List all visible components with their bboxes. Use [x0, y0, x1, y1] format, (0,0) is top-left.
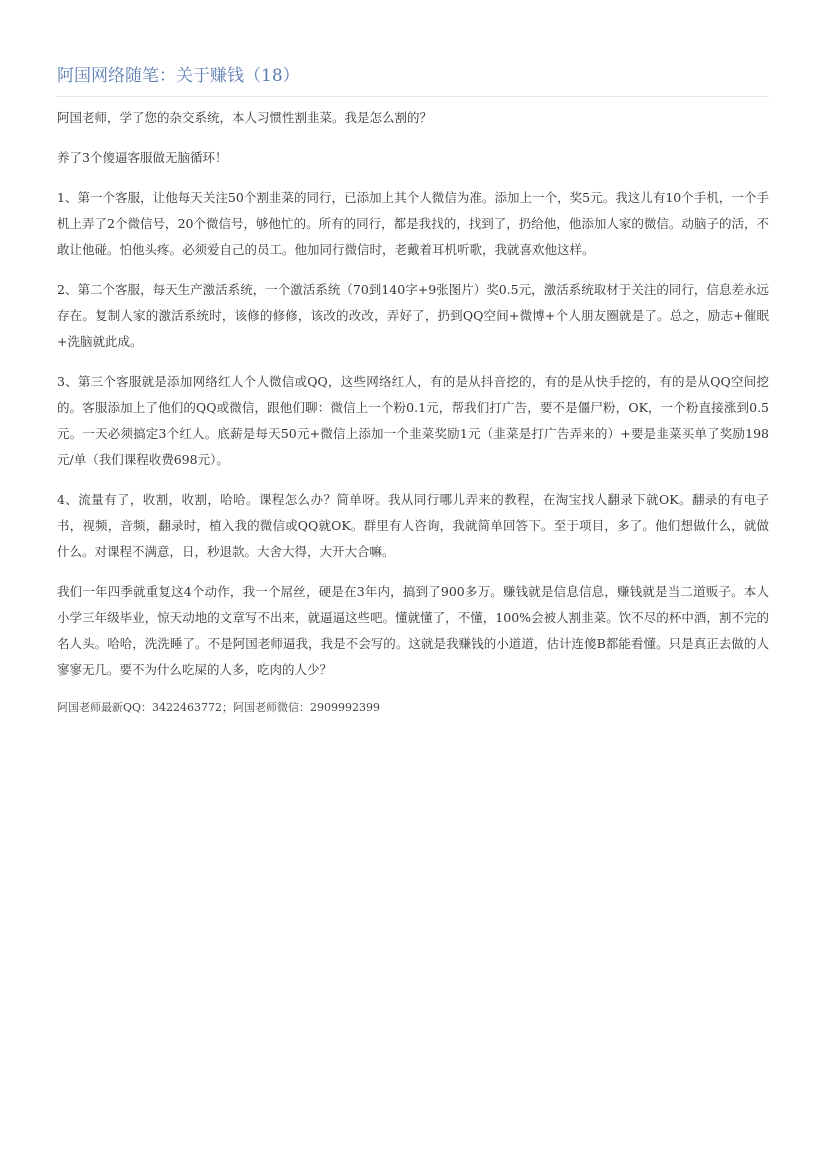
contact-info: 阿国老师最新QQ：3422463772；阿国老师微信：2909992399: [57, 701, 381, 714]
document-page: [57, 62, 769, 730]
paragraph-step-3: 3、第三个客服就是添加网络红人个人微信或QQ，这些网络红人，有的是从抖音挖的，有的是从快手挖的，有的是从QQ空间挖的。客服添加上了他们的QQ或微信，跟他们聊：微信上一个粉0.1元，帮我们打广告，要不是僵尸粉，OK，一个粉直接涨到0.5元。一天必须搞定3个红人。底薪是每天50元+微信上添加一个韭菜奖励1元（韭菜是打广告弄来的）+要是韭菜买单了奖励198元/单（我们课程收费698元）。: [57, 374, 769, 467]
paragraph-conclusion: 我们一年四季就重复这4个动作，我一个屌丝，硬是在3年内，搞到了900多万。赚钱就是信息信息，赚钱就是当二道贩子。本人小学三年级毕业，惊天动地的文章写不出来，就逼逼这些吧。懂就懂了，不懂，100%会被人割韭菜。饮不尽的杯中酒，割不完的名人头。哈哈，洗洗睡了。不是阿国老师逼我，我是不会写的。这就是我赚钱的小道道，估计连傻B都能看懂。只是真正去做的人寥寥无几。要不为什么吃屎的人多，吃肉的人少？: [57, 584, 769, 677]
article-body: [57, 105, 769, 719]
paragraph-intro: 阿国老师，学了您的杂交系统，本人习惯性割韭菜。我是怎么割的？: [57, 110, 433, 125]
paragraph-step-4: 4、流量有了，收割，收割，哈哈。课程怎么办？简单呀。我从同行哪儿弄来的教程，在淘宝找人翻录下就OK。翻录的有电子书，视频，音频，翻录时，植入我的微信或QQ就OK。群里有人咨询，我就简单回答下。至于项目，多了。他们想做什么，就做什么。对课程不满意，日，秒退款。大舍大得，大开大合嘛。: [57, 492, 769, 559]
paragraph-step-2: 2、第二个客服，每天生产激活系统，一个激活系统（70到140字+9张图片）奖0.5元，激活系统取材于关注的同行，信息差永远存在。复制人家的激活系统时，该修的修修，该改的改改，弄好了，扔到QQ空间+微博+个人朋友圈就是了。总之，励志+催眠+洗脑就此成。: [57, 282, 769, 349]
paragraph-summary: 养了3个傻逼客服做无脑循环！: [57, 150, 228, 165]
page-title: 阿国网络随笔：关于赚钱（18）: [57, 62, 769, 97]
paragraph-step-1: 1、第一个客服，让他每天关注50个割韭菜的同行，已添加上其个人微信为准。添加上一个，奖5元。我这儿有10个手机，一个手机上弄了2个微信号，20个微信号，够他忙的。所有的同行，都是我找的，找到了，扔给他，他添加人家的微信。动脑子的活，不敢让他碰。怕他头疼。必须爱自己的员工。他加同行微信时，老戴着耳机听歌，我就喜欢他这样。: [57, 190, 769, 257]
